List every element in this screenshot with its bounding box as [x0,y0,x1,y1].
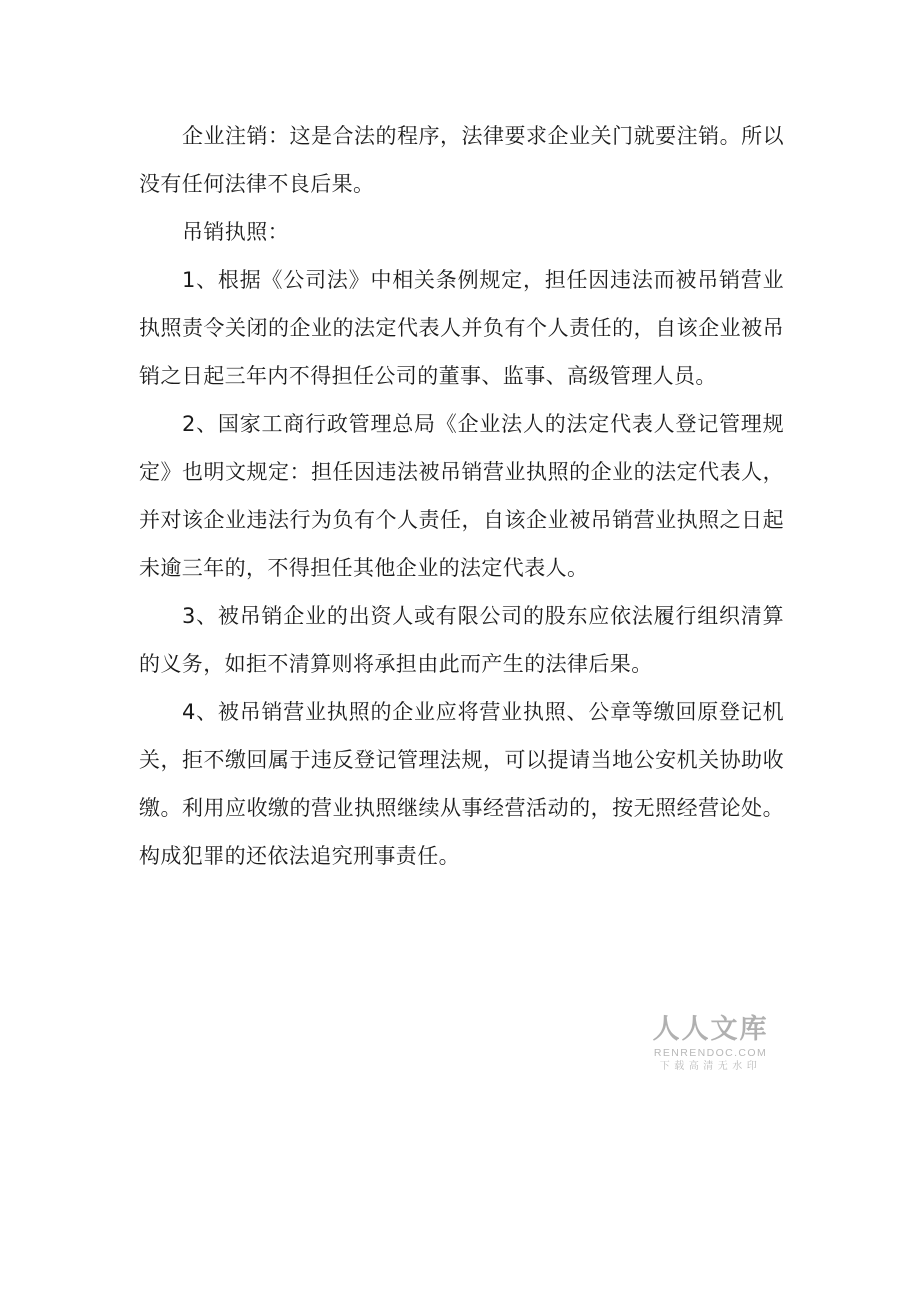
watermark-subtitle: 下载高清无水印 [659,1061,762,1072]
watermark-logo [648,1014,773,1074]
paragraph-revocation-heading: 吊销执照： [182,220,289,244]
paragraph-item-3: 3、被吊销企业的出资人或有限公司的股东应依法履行组织清算的义务，如拒不清算则将承担由此而产生的法律后果。 [139,604,784,676]
document-body [139,112,784,880]
paragraph-item-1: 1、根据《公司法》中相关条例规定，担任因违法而被吊销营业执照责令关闭的企业的法定代表人并负有个人责任的，自该企业被吊销之日起三年内不得担任公司的董事、监事、高级管理人员。 [139,268,784,388]
watermark-domain: RENRENDOC.COM [653,1047,768,1059]
paragraph-item-2: 2、国家工商行政管理总局《企业法人的法定代表人登记管理规定》也明文规定：担任因违法被吊销营业执照的企业的法定代表人，并对该企业违法行为负有个人责任，自该企业被吊销营业执照之日起未逾三年的，不得担任其他企业的法定代表人。 [139,412,784,580]
watermark-title: 人人文库 [652,1014,769,1045]
paragraph-deregistration: 企业注销：这是合法的程序，法律要求企业关门就要注销。所以没有任何法律不良后果。 [139,124,784,196]
paragraph-item-4: 4、被吊销营业执照的企业应将营业执照、公章等缴回原登记机关，拒不缴回属于违反登记管理法规，可以提请当地公安机关协助收缴。利用应收缴的营业执照继续从事经营活动的，按无照经营论处。构成犯罪的还依法追究刑事责任。 [139,700,784,868]
